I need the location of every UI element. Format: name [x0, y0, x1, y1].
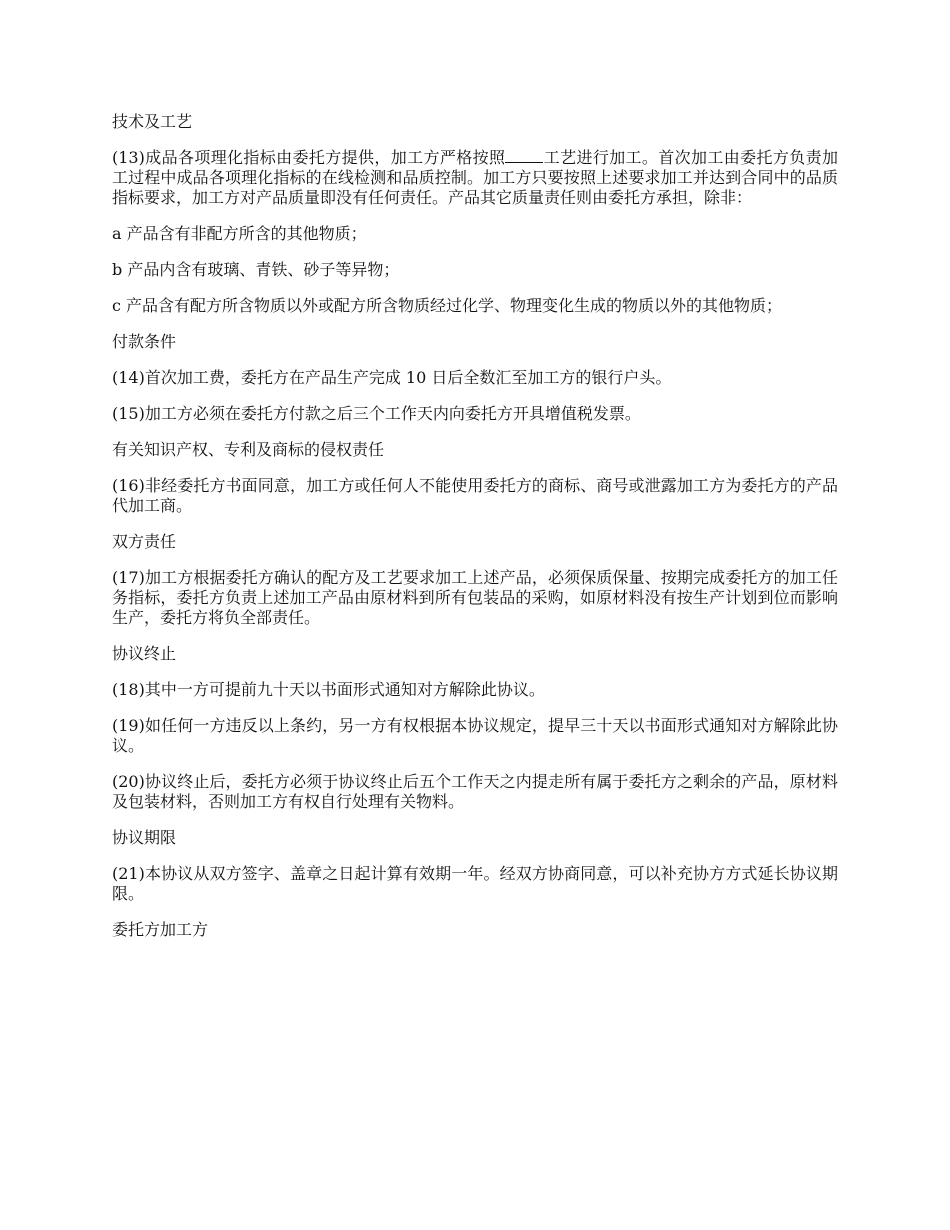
- clause-13-part-2: 工艺进行加工。首次加工由委托方负责加工过程中成品各项理化指标的在线检测和品质控制。加工方只要按照上述要求加工并达到合同中的品质指标要求，加工方对产品质量即没有任何责任。产品其它质量责任则由委托方承担，除非：: [112, 148, 838, 207]
- heading-tech: 技术及工艺: [112, 112, 193, 131]
- heading-termination: 协议终止: [112, 644, 177, 663]
- clause-15: (15)加工方必须在委托方付款之后三个工作天内向委托方开具增值税发票。: [112, 404, 641, 423]
- clause-20: (20)协议终止后，委托方必须于协议终止后五个工作天之内提走所有属于委托方之剩余的产品，原材料及包装材料，否则加工方有权自行处理有关物料。: [112, 772, 838, 811]
- clause-21: (21)本协议从双方签字、盖章之日起计算有效期一年。经双方协商同意，可以补充协方方式延长协议期限。: [112, 864, 838, 903]
- clause-14: (14)首次加工费，委托方在产品生产完成 10 日后全数汇至加工方的银行户头。: [112, 368, 672, 387]
- clause-18: (18)其中一方可提前九十天以书面形式通知对方解除此协议。: [112, 680, 545, 699]
- clause-13-part-1: (13)成品各项理化指标由委托方提供，加工方严格按照: [112, 148, 506, 167]
- clause-17: (17)加工方根据委托方确认的配方及工艺要求加工上述产品，必须保质保量、按期完成委托方的加工任务指标，委托方负责上述加工产品由原材料到所有包装品的采购，如原材料没有按生产计划到位而影响生产，委托方将负全部责任。: [112, 568, 838, 627]
- document-page: [112, 112, 838, 956]
- item-b: b 产品内含有玻璃、青铁、砂子等异物；: [112, 260, 400, 279]
- clause-16: (16)非经委托方书面同意，加工方或任何人不能使用委托方的商标、商号或泄露加工方为委托方的产品代加工商。: [112, 476, 838, 515]
- heading-ip: 有关知识产权、专利及商标的侵权责任: [112, 440, 385, 459]
- heading-duties: 双方责任: [112, 532, 177, 551]
- clause-13: [112, 148, 838, 208]
- item-a: a 产品含有非配方所含的其他物质；: [112, 224, 367, 243]
- heading-payment: 付款条件: [112, 332, 177, 351]
- heading-term: 协议期限: [112, 828, 177, 847]
- clause-19: (19)如任何一方违反以上条约，另一方有权根据本协议规定，提早三十天以书面形式通知对方解除此协议。: [112, 716, 838, 755]
- fill-in-blank: [505, 148, 543, 163]
- heading-signature: 委托方加工方: [112, 920, 209, 939]
- item-c: c 产品含有配方所含物质以外或配方所含物质经过化学、物理变化生成的物质以外的其他物质；: [112, 296, 783, 315]
